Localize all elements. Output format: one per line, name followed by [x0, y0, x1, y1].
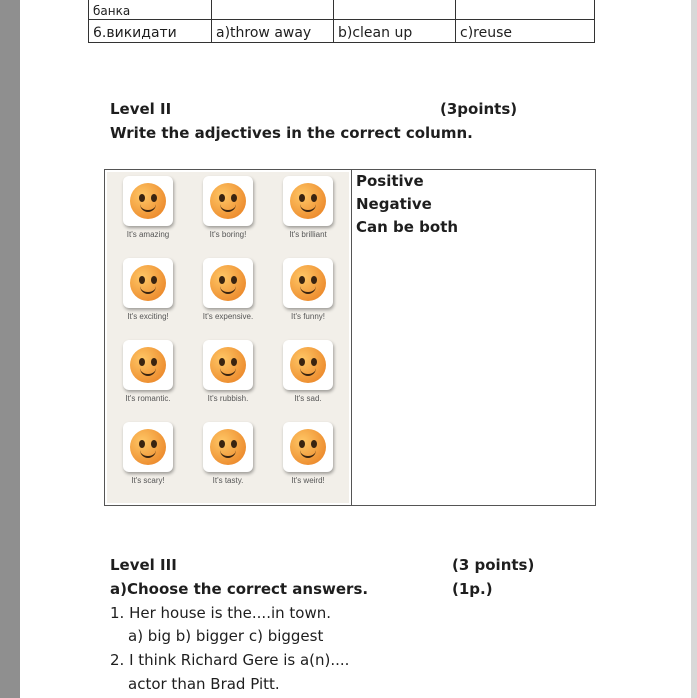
- tasty-face-icon: [203, 422, 253, 472]
- emoji-caption: It's amazing: [126, 230, 170, 239]
- emoji-picture-panel: [107, 172, 349, 503]
- emoji-card: [268, 338, 348, 420]
- emoji-card: [268, 256, 348, 338]
- emoji-card: [188, 420, 268, 502]
- emoji-caption: It's rubbish.: [207, 394, 249, 403]
- question-2-continued: actor than Brad Pitt.: [128, 675, 280, 693]
- amazed-face-icon: [123, 176, 173, 226]
- emoji-card: [108, 256, 188, 338]
- column-divider: [351, 170, 352, 505]
- emoji-caption: It's exciting!: [127, 312, 169, 321]
- table-cell: 6.викидати: [89, 20, 212, 43]
- emoji-card: [268, 420, 348, 502]
- question-2: 2. I think Richard Gere is a(n)....: [110, 651, 350, 669]
- star-face-icon: [283, 176, 333, 226]
- ghost-face-icon: [123, 422, 173, 472]
- adjective-exercise-box: [104, 169, 596, 506]
- table-cell: c)reuse: [456, 20, 595, 43]
- emoji-caption: It's brilliant: [289, 230, 327, 239]
- category-both: Can be both: [356, 218, 459, 236]
- question-1-options: a) big b) bigger c) biggest: [128, 627, 324, 645]
- emoji-card: [188, 174, 268, 256]
- emoji-caption: It's expensive.: [202, 312, 254, 321]
- emoji-card: [188, 256, 268, 338]
- emoji-card: [268, 174, 348, 256]
- table-cell: банка: [89, 0, 212, 20]
- emoji-card: [188, 338, 268, 420]
- category-negative: Negative: [356, 195, 432, 213]
- emoji-caption: It's sad.: [294, 394, 322, 403]
- scan-margin-left: [0, 0, 20, 698]
- table-cell: [456, 0, 595, 20]
- level3-points: (3 points): [452, 556, 535, 574]
- table-row: [89, 20, 595, 43]
- table-cell: b)clean up: [334, 20, 456, 43]
- category-column: [356, 170, 458, 239]
- question-1: 1. Her house is the....in town.: [110, 604, 332, 622]
- emoji-card: [108, 174, 188, 256]
- emoji-caption: It's tasty.: [212, 476, 244, 485]
- emoji-caption: It's scary!: [131, 476, 165, 485]
- level2-instruction: Write the adjectives in the correct column.: [110, 124, 473, 142]
- emoji-card: [108, 420, 188, 502]
- table-cell: [212, 0, 334, 20]
- money-face-icon: [203, 258, 253, 308]
- exclamation-face-icon: [123, 258, 173, 308]
- table-row: [89, 0, 595, 20]
- sad-face-icon: [283, 340, 333, 390]
- category-positive: Positive: [356, 172, 424, 190]
- level3-title: Level III: [110, 556, 177, 574]
- emoji-caption: It's romantic.: [125, 394, 171, 403]
- level2-points: (3points): [440, 100, 518, 118]
- emoji-caption: It's funny!: [291, 312, 325, 321]
- emoji-caption: It's boring!: [209, 230, 247, 239]
- bored-face-icon: [203, 176, 253, 226]
- emoji-card: [108, 338, 188, 420]
- emoji-caption: It's weird!: [291, 476, 325, 485]
- scan-margin-right: [691, 0, 697, 698]
- vocabulary-table: [88, 0, 595, 43]
- weird-face-icon: [283, 422, 333, 472]
- table-cell: a)throw away: [212, 20, 334, 43]
- level2-title: Level II: [110, 100, 172, 118]
- table-cell: [334, 0, 456, 20]
- level3-part-a-points: (1p.): [452, 580, 493, 598]
- level3-part-a: a)Choose the correct answers.: [110, 580, 369, 598]
- heart-face-icon: [123, 340, 173, 390]
- disgusted-face-icon: [203, 340, 253, 390]
- sunglasses-face-icon: [283, 258, 333, 308]
